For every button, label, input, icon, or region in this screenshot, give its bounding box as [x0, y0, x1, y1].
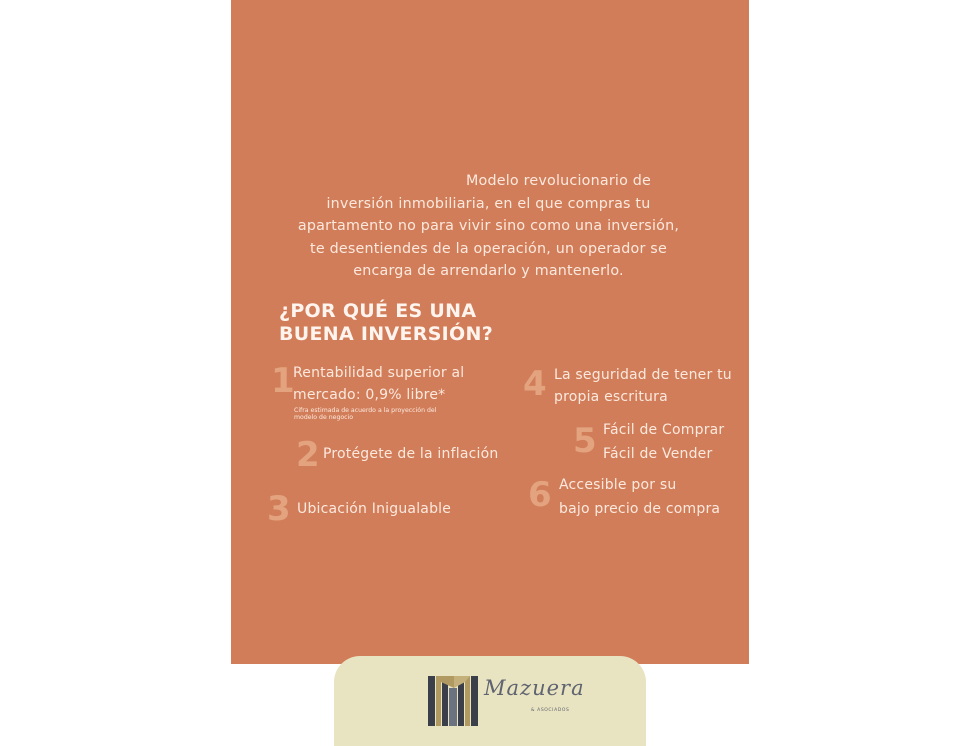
reason-4-text: [554, 364, 732, 408]
reason-1-footnote: [294, 407, 436, 421]
brand-wordmark: Mazuera: [484, 676, 585, 700]
footer-panel: [334, 656, 646, 746]
reason-5-text: [603, 418, 724, 466]
reason-5-line-1: Fácil de Comprar: [603, 422, 725, 438]
brand-subtitle: & ASOCIADOS: [531, 708, 570, 713]
reason-6-number: 6: [528, 475, 552, 515]
footnote-line-2: modelo de negocio: [294, 414, 354, 421]
intro-line-1: Modelo revolucionario de: [466, 173, 652, 189]
footnote-line-1: Cifra estimada de acuerdo a la proyección del: [294, 407, 437, 414]
reason-2-number: 2: [296, 435, 320, 475]
intro-line-5: encarga de arrendarlo y mantenerlo.: [353, 263, 624, 279]
reason-6-text: [559, 473, 720, 521]
intro-line-2: inversión inmobiliaria, en el que compras tu: [326, 195, 651, 212]
reason-4-number: 4: [523, 364, 547, 404]
reason-3-line-1: Ubicación Inigualable: [297, 501, 452, 517]
reason-2-text: [323, 443, 498, 465]
reason-2-line-1: Protégete de la inflación: [323, 446, 499, 462]
reason-1-line-1: Rentabilidad superior al: [293, 365, 465, 381]
reason-3-number: 3: [267, 489, 291, 529]
section-heading: [279, 300, 493, 346]
intro-paragraph: [296, 170, 681, 283]
reason-5-number: 5: [573, 421, 597, 461]
reason-1-text: [293, 362, 464, 406]
reason-1-line-2: mercado: 0,9% libre*: [293, 387, 446, 403]
reason-3-text: [297, 498, 451, 520]
reason-4-line-2: propia escritura: [554, 389, 668, 405]
intro-line-3: apartamento no para vivir sino como una inversión,: [297, 218, 680, 234]
heading-line-1: ¿POR QUÉ ES UNA: [279, 300, 477, 322]
intro-line-4: te desentiendes de la operación, un operador se: [310, 240, 667, 257]
heading-line-2: BUENA INVERSIÓN?: [279, 323, 494, 345]
reason-1-number: 1: [271, 361, 295, 401]
reason-5-line-2: Fácil de Vender: [603, 446, 713, 462]
reason-6-line-1: Accesible por su: [559, 477, 677, 493]
reason-4-line-1: La seguridad de tener tu: [554, 367, 732, 383]
company-logo-icon: [426, 672, 482, 728]
reason-6-line-2: bajo precio de compra: [559, 501, 721, 517]
